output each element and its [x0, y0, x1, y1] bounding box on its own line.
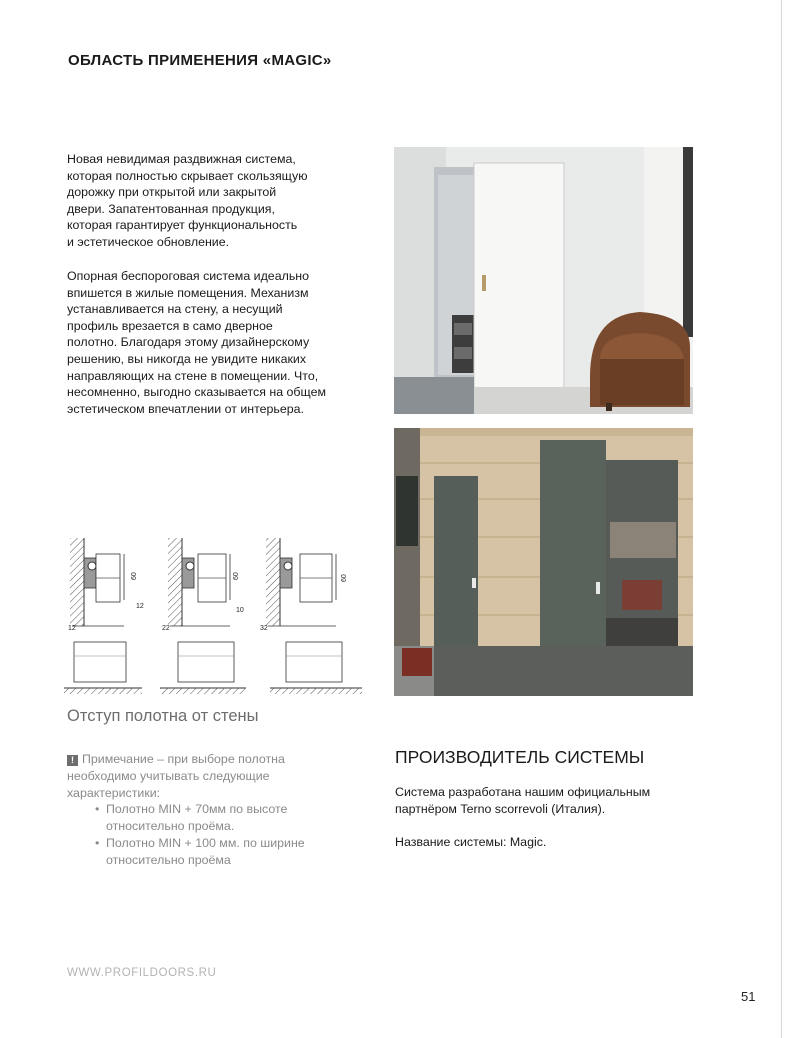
diagram-figure-1: [64, 538, 144, 694]
note-list: [67, 801, 367, 868]
diagram-label-gap-2: 10: [236, 607, 244, 614]
page-number: 51: [741, 989, 756, 1004]
note-line-1: Примечание – при выборе полотна: [82, 752, 285, 766]
photo-white-door-armchair: [394, 147, 693, 414]
diagram-figure-2: [160, 538, 246, 694]
diagram-label-height-3: 60: [341, 574, 348, 582]
manufacturer-info: Система разработана нашим официальным партнёром Terno scorrevoli (Италия).: [395, 785, 651, 816]
diagram-label-offset-1: 12: [68, 625, 76, 632]
diagram-caption: Отступ полотна от стены: [67, 707, 259, 725]
note-block: [67, 751, 367, 869]
page-title: ОБЛАСТЬ ПРИМЕНЕНИЯ «MAGIC»: [68, 52, 332, 69]
diagram-label-height-2: 60: [233, 572, 240, 580]
photo-grey-doors-wood-wall: [394, 428, 693, 696]
system-name: Название системы: Magic.: [395, 835, 547, 849]
note-line-3: характеристики:: [67, 785, 161, 800]
intro-paragraph-1: Новая невидимая раздвижная система, которая полностью скрывает скользящую дорожку при открытой или закрытой двери. Запатентованная продукция, которая гарантирует функциональность и эстетическое обновление.: [67, 152, 308, 249]
diagram-label-offset-2: 22: [162, 625, 170, 632]
manufacturer-heading: ПРОИЗВОДИТЕЛЬ СИСТЕМЫ: [395, 747, 645, 767]
diagram-figure-3: [260, 538, 362, 694]
exclamation-icon: !: [67, 755, 78, 766]
wall-offset-diagram: [64, 530, 369, 702]
diagram-label-gap-1: 12: [136, 603, 144, 610]
intro-paragraph-2: Опорная беспороговая система идеально впишется в жилые помещения. Механизм устанавливается на стену, а несущий профиль врезается в само дверное полотно. Благодаря этому дизайнерскому решению, вы никогда не увидите никаких направляющих на стене в помещении. Что, несомненно, выгодно сказывается на общем эстетическом впечатлении от интерьера.: [67, 269, 326, 416]
note-list-item: • Полотно MIN + 70мм по высоте относительно проёма.: [95, 802, 288, 834]
page-edge-line: [781, 0, 782, 1038]
diagram-label-height-1: 60: [131, 572, 138, 580]
footer-url: WWW.PROFILDOORS.RU: [67, 967, 217, 979]
note-list-item: • Полотно MIN + 100 мм. по ширине относительно проёма: [95, 835, 305, 867]
diagram-label-offset-3: 32: [260, 625, 268, 632]
note-line-2: необходимо учитывать следующие: [67, 768, 270, 783]
